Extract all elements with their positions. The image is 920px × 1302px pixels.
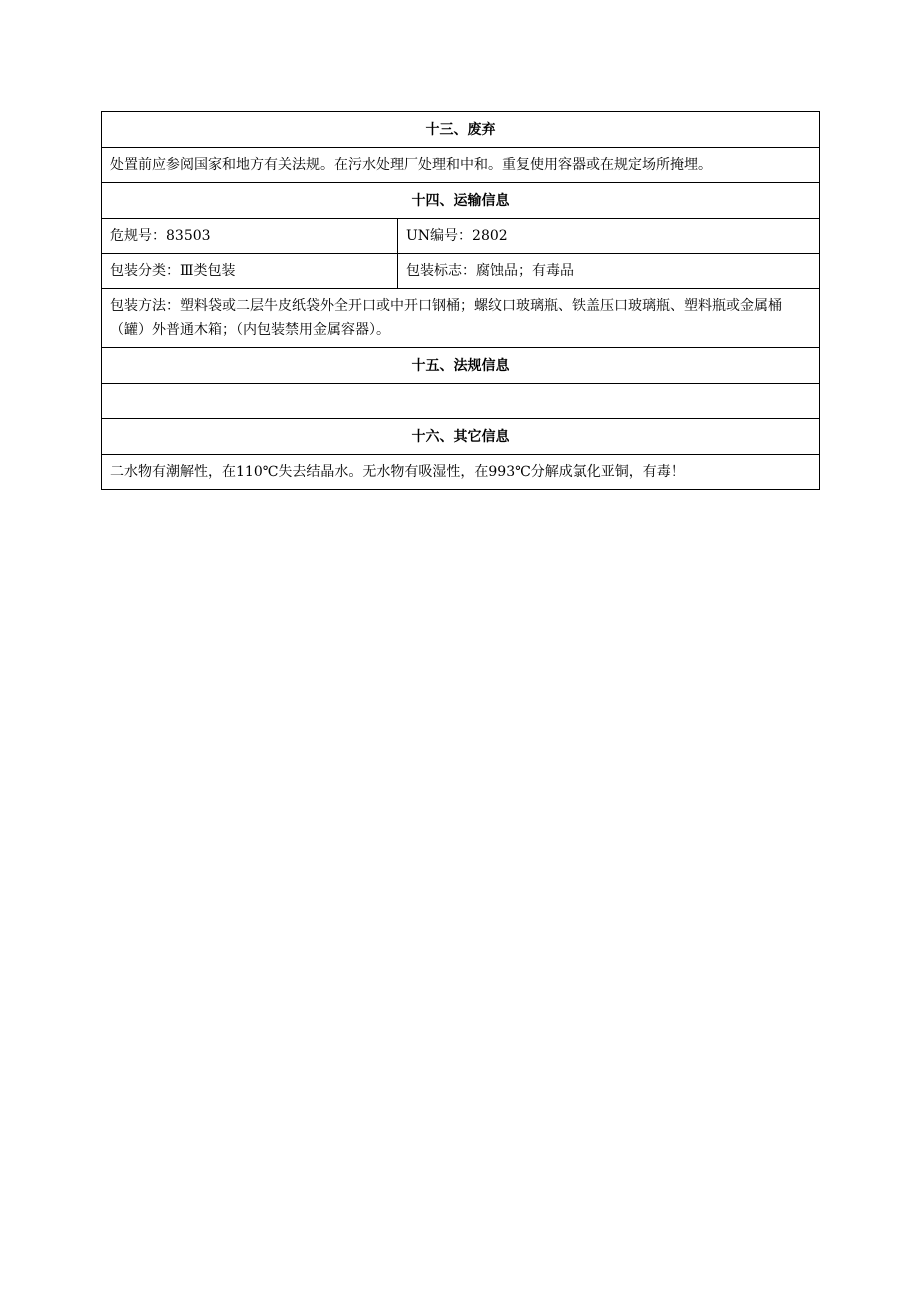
packing-label: 包装标志：腐蚀品；有毒品 xyxy=(398,254,820,289)
section13-title: 十三、废弃 xyxy=(102,112,820,148)
section15-body-row xyxy=(102,384,820,419)
section14-header-row xyxy=(102,183,820,219)
section14-row-packaging xyxy=(102,254,820,289)
section15-text xyxy=(102,384,820,419)
section15-header-row xyxy=(102,348,820,384)
packing-method: 包装方法：塑料袋或二层牛皮纸袋外全开口或中开口钢桶；螺纹口玻璃瓶、铁盖压口玻璃瓶、塑料瓶或金属桶（罐）外普通木箱；（内包装禁用金属容器）。 xyxy=(102,289,820,348)
hazard-number: 危规号：83503 xyxy=(102,219,398,254)
section14-row-numbers xyxy=(102,219,820,254)
section15-title: 十五、法规信息 xyxy=(102,348,820,384)
section16-title: 十六、其它信息 xyxy=(102,419,820,455)
section16-header-row xyxy=(102,419,820,455)
section14-title: 十四、运输信息 xyxy=(102,183,820,219)
section16-text: 二水物有潮解性，在110℃失去结晶水。无水物有吸湿性，在993℃分解成氯化亚铜，有毒！ xyxy=(102,455,820,490)
un-number: UN编号：2802 xyxy=(398,219,820,254)
section14-row-method xyxy=(102,289,820,348)
packing-class: 包装分类：Ⅲ类包装 xyxy=(102,254,398,289)
section16-body-row xyxy=(102,455,820,490)
msds-table xyxy=(101,111,820,490)
section13-text: 处置前应参阅国家和地方有关法规。在污水处理厂处理和中和。重复使用容器或在规定场所掩埋。 xyxy=(102,148,820,183)
section13-header-row xyxy=(102,112,820,148)
section13-body-row xyxy=(102,148,820,183)
